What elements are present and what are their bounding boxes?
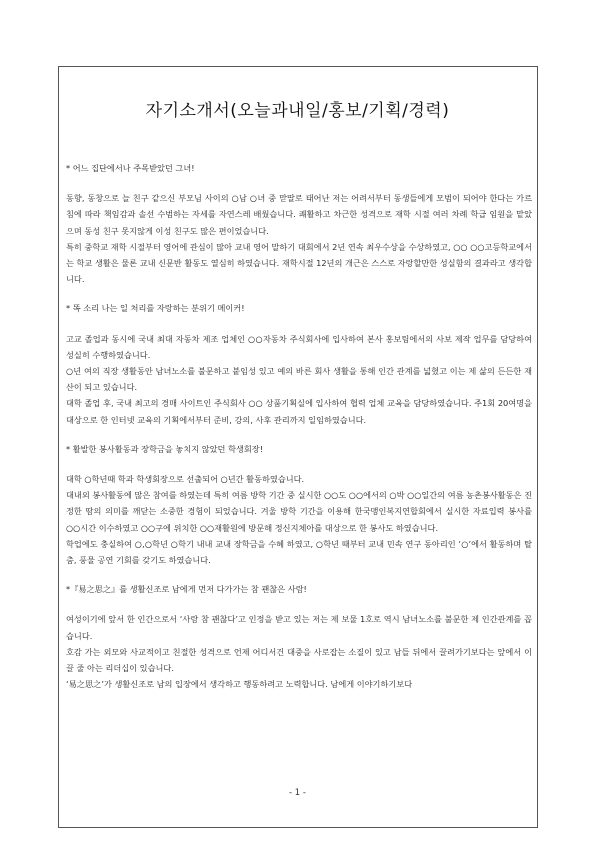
paragraph: 여성이기에 앞서 한 인간으로서 ‘사람 참 괜찮다’고 인정을 받고 있는 저는 제 보물 1호로 역시 남녀노소를 불문한 제 인간관계를 꼽습니다. xyxy=(66,614,532,641)
paragraph: 고교 졸업과 동시에 국내 최대 자동차 제조 업체인 ○○자동차 주식회사에 입사하여 본사 홍보팀에서의 사보 제작 업무를 담당하여 성실히 수행하였습니다. xyxy=(66,333,532,360)
page-number: - 1 - xyxy=(289,788,306,798)
page-title: 자기소개서(오늘과내일/홍보/기획/경력) xyxy=(145,101,450,121)
paragraph: 동향, 동창으로 늘 친구 같으신 부모님 사이의 ○남 ○녀 중 맏딸로 태어난 저는 어려서부터 동생들에게 모범이 되어야 한다는 가르침에 따라 책임감과 솔선 수범하는 자세를 자연스레 배웠습니다. 쾌활하고 차근한 성격으로 재학 시절 여러 차례 학급 임원을 맡았으며 동성 친구 못지않게 이성 친구도 많은 편이었습니다. xyxy=(66,193,532,236)
paragraph: 대학 졸업 후, 국내 최고의 경매 사이트인 주식회사 ○○ 상품기획실에 입사하여 협력 업체 교육을 담당하였습니다. 주1회 20여명을 대상으로 한 인터넷 교육의 기획에서부터 준비, 강의, 사후 관리까지 일임하였습니다. xyxy=(66,398,532,425)
paragraph: 특히 중학교 재학 시절부터 영어에 관심이 많아 교내 영어 말하기 대회에서 2년 연속 최우수상을 수상하였고, ○○ ○○고등학교에서는 학교 생활은 물론 교내 신문반 활동도 열심히 하였습니다. 재학시절 12년의 개근은 스스로 자랑할만한 성실함의 결과라고 생각합니다. xyxy=(66,241,532,285)
paragraph: ○년 여의 직장 생활동안 남녀노소를 불문하고 붙임성 있고 예의 바른 회사 생활을 통해 인간 관계를 넓혔고 이는 제 삶의 든든한 재산이 되고 있습니다. xyxy=(66,366,532,393)
paragraph: 대학 ○학년때 학과 학생회장으로 선출되어 ○년간 활동하였습니다. xyxy=(66,474,305,485)
paragraph: 대내외 봉사활동에 많은 참여를 하였는데 특히 여름 방학 기간 중 실시한 ○○도 ○○에서의 ○박 ○○일간의 여름 농촌봉사활동은 진정한 땀의 의미를 깨닫는 소중한 경험이 되었습니다. 겨울 방학 기간을 이용해 한국맹인복지연합회에서 실시한 자료입력 봉사를 ○○시간 이수하였고 ○○구에 위치한 ○○재활원에 방문해 정신지체아를 대상으로 한 봉사도 하였습니다. xyxy=(66,490,532,533)
document-body xyxy=(66,160,532,692)
paragraph: 학업에도 충실하여 ○,○학년 ○학기 내내 교내 장학금을 수혜 하였고, ○학년 때부터 교내 민속 연구 동아리인 ‘○’에서 활동하며 탈춤, 풍물 공연 기회를 갖기도 하였습니다. xyxy=(66,538,532,566)
section-heading: * 활발한 봉사활동과 장학금을 놓치지 않았던 학생회장! xyxy=(66,443,263,454)
section-heading: * 똑 소리 나는 일 처리를 자랑하는 분위기 메이커! xyxy=(66,303,245,314)
section-heading: * 어느 집단에서나 주목받았던 그녀! xyxy=(66,163,195,173)
paragraph: ‘易之思之’가 생활신조로 남의 입장에서 생각하고 행동하려고 노력합니다. 남에게 이야기하기보다 xyxy=(66,679,413,690)
section-heading: *『易之思之』를 생활신조로 남에게 먼저 다가가는 참 괜찮은 사람! xyxy=(66,584,307,595)
paragraph: 호감 가는 외모와 사교적이고 친절한 성격으로 언제 어디서건 대중을 사로잡는 소질이 있고 남들 뒤에서 끌려가기보다는 앞에서 이끌 줄 아는 리더십이 있습니다. xyxy=(66,646,532,674)
